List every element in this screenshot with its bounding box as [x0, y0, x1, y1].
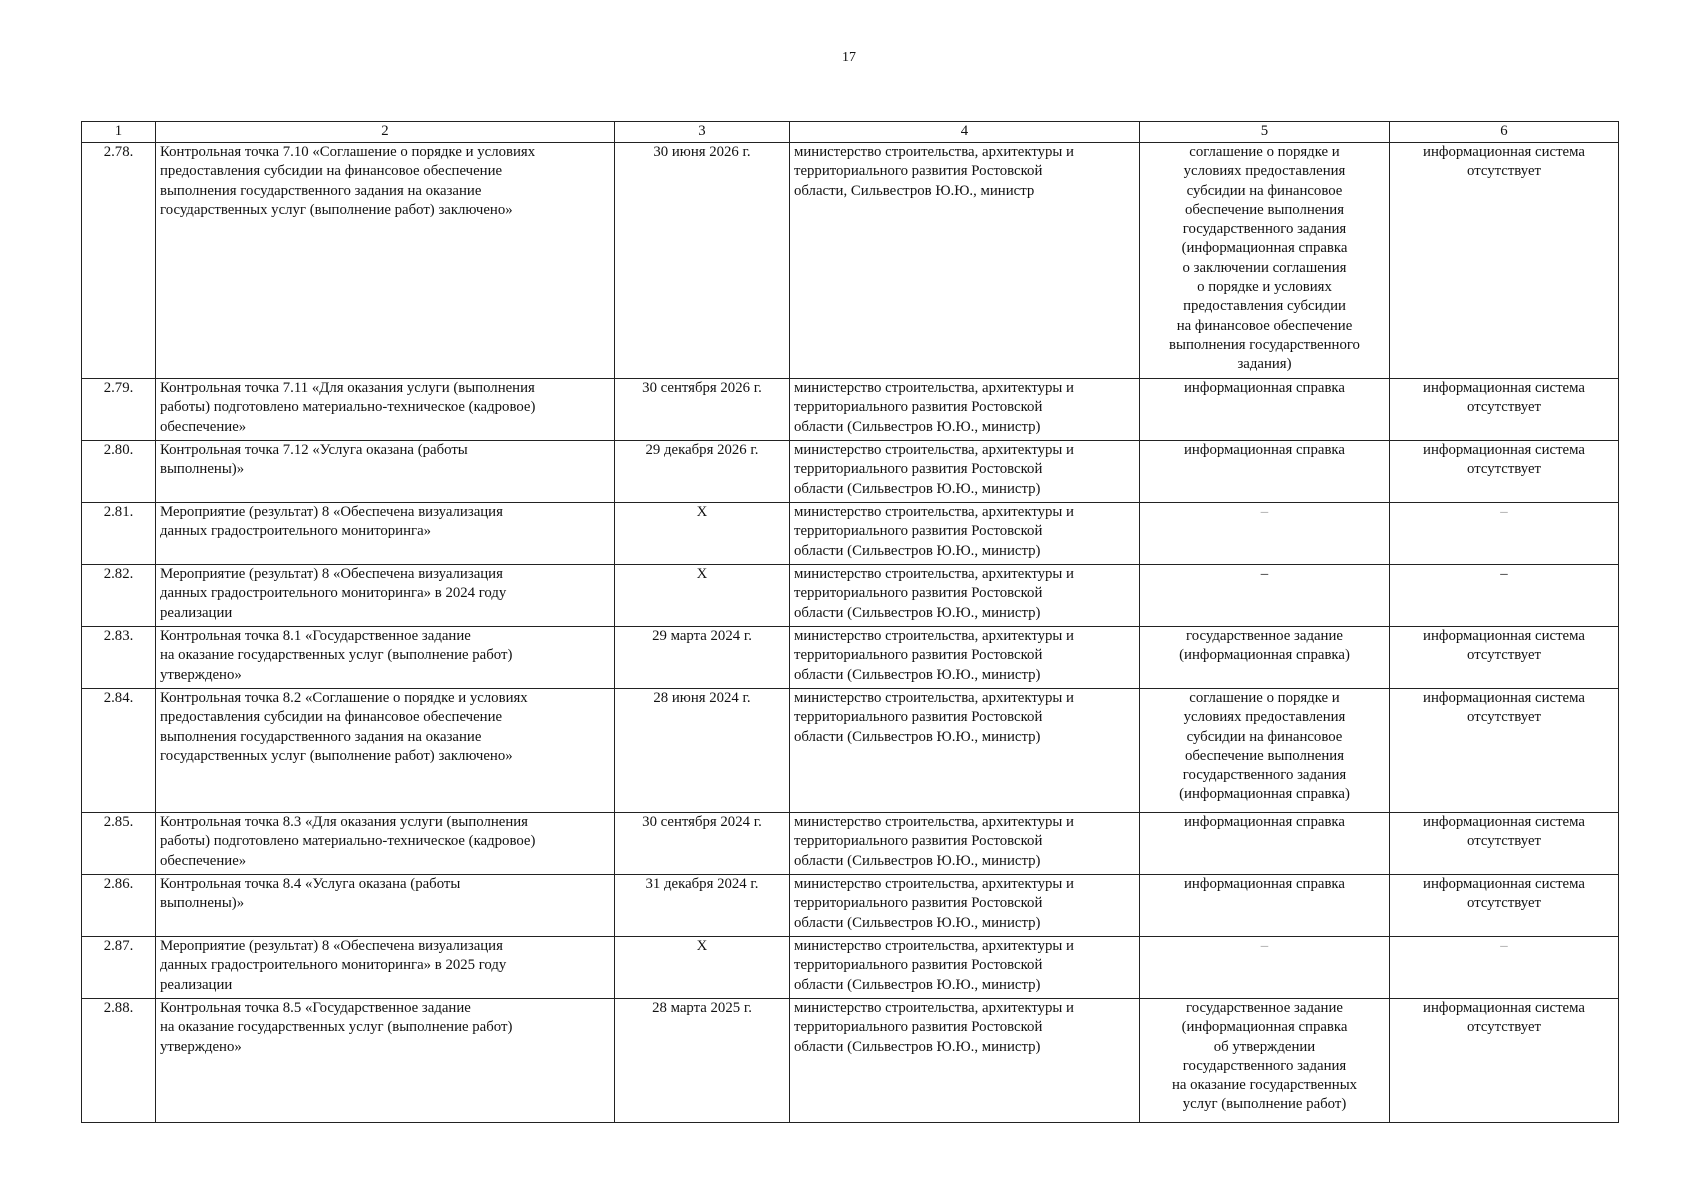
deadline-cell: Х: [615, 937, 790, 999]
deadline-cell: Х: [615, 503, 790, 565]
document-cell: соглашение о порядке и условиях предоставления субсидии на финансовое обеспечение выполнения государственного задания (информационная справка): [1140, 689, 1390, 813]
responsible-cell: министерство строительства, архитектуры и территориального развития Ростовской области (Сильвестров Ю.Ю., министр): [790, 565, 1140, 627]
column-header-6: 6: [1390, 122, 1619, 143]
item-name-cell: Контрольная точка 8.4 «Услуга оказана (работы выполнены)»: [156, 875, 615, 937]
table-row: [82, 503, 1619, 565]
deadline-cell: 29 марта 2024 г.: [615, 627, 790, 689]
table-row: [82, 627, 1619, 689]
responsible-cell: министерство строительства, архитектуры и территориального развития Ростовской области (Сильвестров Ю.Ю., министр): [790, 999, 1140, 1123]
document-cell: информационная справка: [1140, 379, 1390, 441]
deadline-cell: 29 декабря 2026 г.: [615, 441, 790, 503]
row-number-cell: 2.84.: [82, 689, 156, 813]
row-number-cell: 2.78.: [82, 143, 156, 379]
deadline-cell: 28 марта 2025 г.: [615, 999, 790, 1123]
responsible-cell: министерство строительства, архитектуры и территориального развития Ростовской области (Сильвестров Ю.Ю., министр): [790, 503, 1140, 565]
row-number-cell: 2.80.: [82, 441, 156, 503]
document-cell: соглашение о порядке и условиях предоставления субсидии на финансовое обеспечение выполнения государственного задания (информационная справка о заключении соглашения о порядке и условиях предоставления субсидии на финансовое обеспечение выполнения государственного задания): [1140, 143, 1390, 379]
information-system-cell: информационная система отсутствует: [1390, 627, 1619, 689]
responsible-cell: министерство строительства, архитектуры и территориального развития Ростовской области (Сильвестров Ю.Ю., министр): [790, 379, 1140, 441]
plan-table: [81, 121, 1619, 1123]
deadline-cell: 28 июня 2024 г.: [615, 689, 790, 813]
document-cell: информационная справка: [1140, 441, 1390, 503]
item-name-cell: Мероприятие (результат) 8 «Обеспечена визуализация данных градостроительного мониторинга» в 2024 году реализации: [156, 565, 615, 627]
responsible-cell: министерство строительства, архитектуры и территориального развития Ростовской области, Сильвестров Ю.Ю., министр: [790, 143, 1140, 379]
document-cell: информационная справка: [1140, 813, 1390, 875]
deadline-cell: 31 декабря 2024 г.: [615, 875, 790, 937]
document-cell: –: [1140, 565, 1390, 627]
row-number-cell: 2.85.: [82, 813, 156, 875]
information-system-cell: информационная система отсутствует: [1390, 143, 1619, 379]
responsible-cell: министерство строительства, архитектуры и территориального развития Ростовской области (Сильвестров Ю.Ю., министр): [790, 875, 1140, 937]
information-system-cell: информационная система отсутствует: [1390, 813, 1619, 875]
item-name-cell: Контрольная точка 8.1 «Государственное задание на оказание государственных услуг (выполнение работ) утверждено»: [156, 627, 615, 689]
row-number-cell: 2.86.: [82, 875, 156, 937]
responsible-cell: министерство строительства, архитектуры и территориального развития Ростовской области (Сильвестров Ю.Ю., министр): [790, 441, 1140, 503]
deadline-cell: Х: [615, 565, 790, 627]
item-name-cell: Контрольная точка 7.11 «Для оказания услуги (выполнения работы) подготовлено материально-техническое (кадровое) обеспечение»: [156, 379, 615, 441]
item-name-cell: Контрольная точка 8.2 «Соглашение о порядке и условиях предоставления субсидии на финансовое обеспечение выполнения государственного задания на оказание государственных услуг (выполнение работ) заключено»: [156, 689, 615, 813]
information-system-cell: информационная система отсутствует: [1390, 999, 1619, 1123]
information-system-cell: –: [1390, 565, 1619, 627]
row-number-cell: 2.83.: [82, 627, 156, 689]
item-name-cell: Мероприятие (результат) 8 «Обеспечена визуализация данных градостроительного мониторинга» в 2025 году реализации: [156, 937, 615, 999]
responsible-cell: министерство строительства, архитектуры и территориального развития Ростовской области (Сильвестров Ю.Ю., министр): [790, 689, 1140, 813]
column-header-3: 3: [615, 122, 790, 143]
deadline-cell: 30 июня 2026 г.: [615, 143, 790, 379]
information-system-cell: информационная система отсутствует: [1390, 441, 1619, 503]
column-header-1: 1: [82, 122, 156, 143]
information-system-cell: –: [1390, 937, 1619, 999]
table-row: [82, 143, 1619, 379]
column-header-2: 2: [156, 122, 615, 143]
column-header-5: 5: [1140, 122, 1390, 143]
responsible-cell: министерство строительства, архитектуры и территориального развития Ростовской области (Сильвестров Ю.Ю., министр): [790, 813, 1140, 875]
document-cell: информационная справка: [1140, 875, 1390, 937]
information-system-cell: информационная система отсутствует: [1390, 379, 1619, 441]
table-row: [82, 999, 1619, 1123]
information-system-cell: –: [1390, 503, 1619, 565]
document-cell: –: [1140, 503, 1390, 565]
table-body: [82, 143, 1619, 1123]
table-row: [82, 875, 1619, 937]
deadline-cell: 30 сентября 2026 г.: [615, 379, 790, 441]
responsible-cell: министерство строительства, архитектуры и территориального развития Ростовской области (Сильвестров Ю.Ю., министр): [790, 627, 1140, 689]
responsible-cell: министерство строительства, архитектуры и территориального развития Ростовской области (Сильвестров Ю.Ю., министр): [790, 937, 1140, 999]
table-row: [82, 813, 1619, 875]
item-name-cell: Контрольная точка 7.12 «Услуга оказана (работы выполнены)»: [156, 441, 615, 503]
row-number-cell: 2.79.: [82, 379, 156, 441]
document-cell: –: [1140, 937, 1390, 999]
table-row: [82, 937, 1619, 999]
information-system-cell: информационная система отсутствует: [1390, 875, 1619, 937]
item-name-cell: Контрольная точка 8.3 «Для оказания услуги (выполнения работы) подготовлено материально-техническое (кадровое) обеспечение»: [156, 813, 615, 875]
table-row: [82, 689, 1619, 813]
row-number-cell: 2.81.: [82, 503, 156, 565]
column-header-4: 4: [790, 122, 1140, 143]
page-number: 17: [842, 50, 856, 65]
table-header-row: [82, 122, 1619, 143]
item-name-cell: Мероприятие (результат) 8 «Обеспечена визуализация данных градостроительного мониторинга»: [156, 503, 615, 565]
item-name-cell: Контрольная точка 7.10 «Соглашение о порядке и условиях предоставления субсидии на финансовое обеспечение выполнения государственного задания на оказание государственных услуг (выполнение работ) заключено»: [156, 143, 615, 379]
row-number-cell: 2.88.: [82, 999, 156, 1123]
table-row: [82, 379, 1619, 441]
document-cell: государственное задание (информационная справка об утверждении государственного задания на оказание государственных услуг (выполнение работ): [1140, 999, 1390, 1123]
item-name-cell: Контрольная точка 8.5 «Государственное задание на оказание государственных услуг (выполнение работ) утверждено»: [156, 999, 615, 1123]
document-cell: государственное задание (информационная справка): [1140, 627, 1390, 689]
row-number-cell: 2.87.: [82, 937, 156, 999]
table-row: [82, 441, 1619, 503]
deadline-cell: 30 сентября 2024 г.: [615, 813, 790, 875]
row-number-cell: 2.82.: [82, 565, 156, 627]
information-system-cell: информационная система отсутствует: [1390, 689, 1619, 813]
table-row: [82, 565, 1619, 627]
